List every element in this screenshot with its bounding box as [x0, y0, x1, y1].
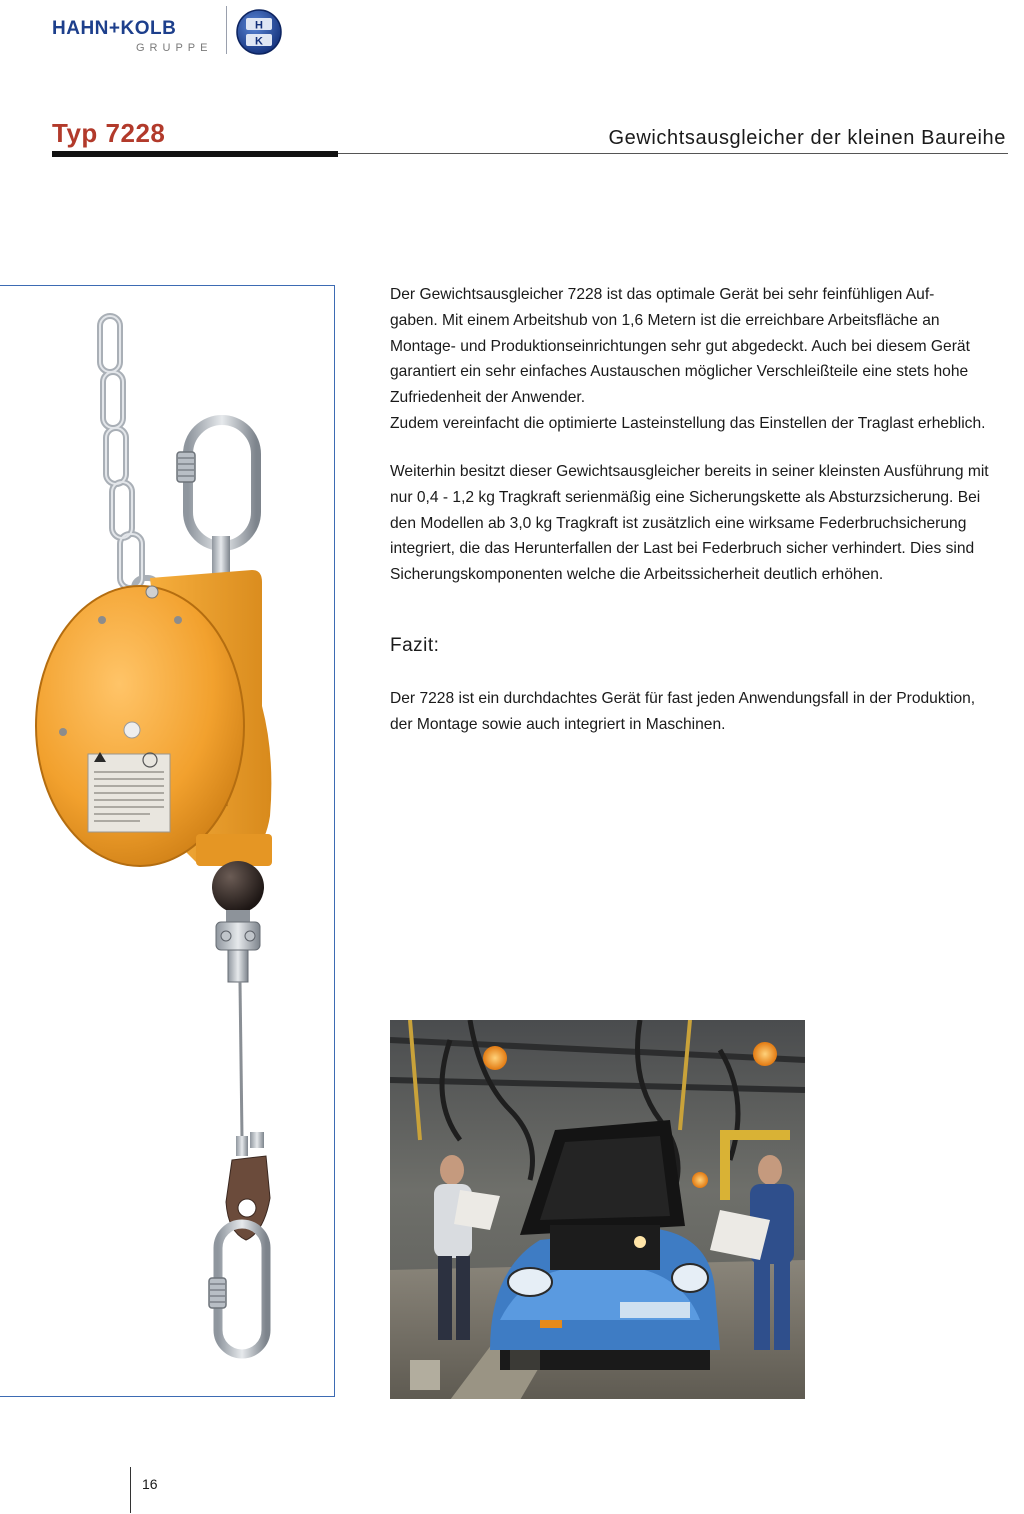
text-line: Sicherungskomponenten welche die Arbeitssicherheit deutlich erhöhen. — [390, 566, 884, 584]
logo-wordmark: HAHN+KOLB — [52, 18, 177, 39]
logo-group-label: GRUPPE — [136, 42, 213, 54]
company-logo — [52, 6, 292, 58]
text-line: nur 0,4 - 1,2 kg Tragkraft serienmäßig eine Sicherungskette als Absturzsicherung. Bei — [390, 488, 981, 506]
conclusion-paragraph — [390, 686, 1010, 738]
text-line: Der Gewichtsausgleicher 7228 ist das optimale Gerät bei sehr feinfühligen Auf- — [390, 286, 935, 303]
text-line: der Montage sowie auch integriert in Maschinen. — [390, 715, 726, 733]
logo-emblem-icon — [232, 8, 286, 56]
text-line: Zufriedenheit der Anwender. — [390, 389, 586, 407]
title-underline — [52, 151, 338, 157]
text-line: garantiert ein sehr einfaches Austauschen möglicher Verschleißteile eine stets hohe — [390, 363, 969, 381]
svg-text:H: H — [255, 19, 263, 32]
factory-assembly-photo — [390, 1020, 805, 1399]
spring-balancer-image — [0, 286, 336, 1396]
text-line: Zudem vereinfacht die optimierte Lasteinstellung das Einstellen der Traglast erheblich. — [390, 414, 986, 432]
intro-paragraph — [390, 282, 1010, 437]
footer-rule — [130, 1467, 131, 1513]
fazit-heading: Fazit: — [390, 635, 440, 656]
type-title: Typ 7228 — [52, 118, 166, 148]
page-subtitle: Gewichtsausgleicher der kleinen Baureihe — [608, 127, 1006, 149]
text-line: Weiterhin besitzt dieser Gewichtsausgleicher bereits in seiner kleinsten Ausführung mit — [390, 463, 989, 480]
header-rule — [338, 153, 1008, 154]
logo-divider — [226, 6, 227, 54]
safety-paragraph — [390, 459, 1010, 588]
text-line: Der 7228 ist ein durchdachtes Gerät für fast jeden Anwendungsfall in der Produktion, — [390, 690, 976, 707]
text-line: den Modellen ab 3,0 kg Tragkraft ist zusätzlich eine wirksame Federbruchsicherung — [390, 514, 967, 532]
text-line: gaben. Mit einem Arbeitshub von 1,6 Metern ist die erreichbare Arbeitsfläche an — [390, 311, 940, 329]
page-number: 16 — [142, 1476, 158, 1492]
text-line: Montage- und Produktionseinrichtungen sehr gut abgedeckt. Auch bei diesem Gerät — [390, 337, 970, 355]
text-line: integriert, die das Herunterfallen der Last bei Federbruch sicher verhindert. Dies sind — [390, 540, 975, 558]
svg-text:K: K — [255, 35, 263, 48]
